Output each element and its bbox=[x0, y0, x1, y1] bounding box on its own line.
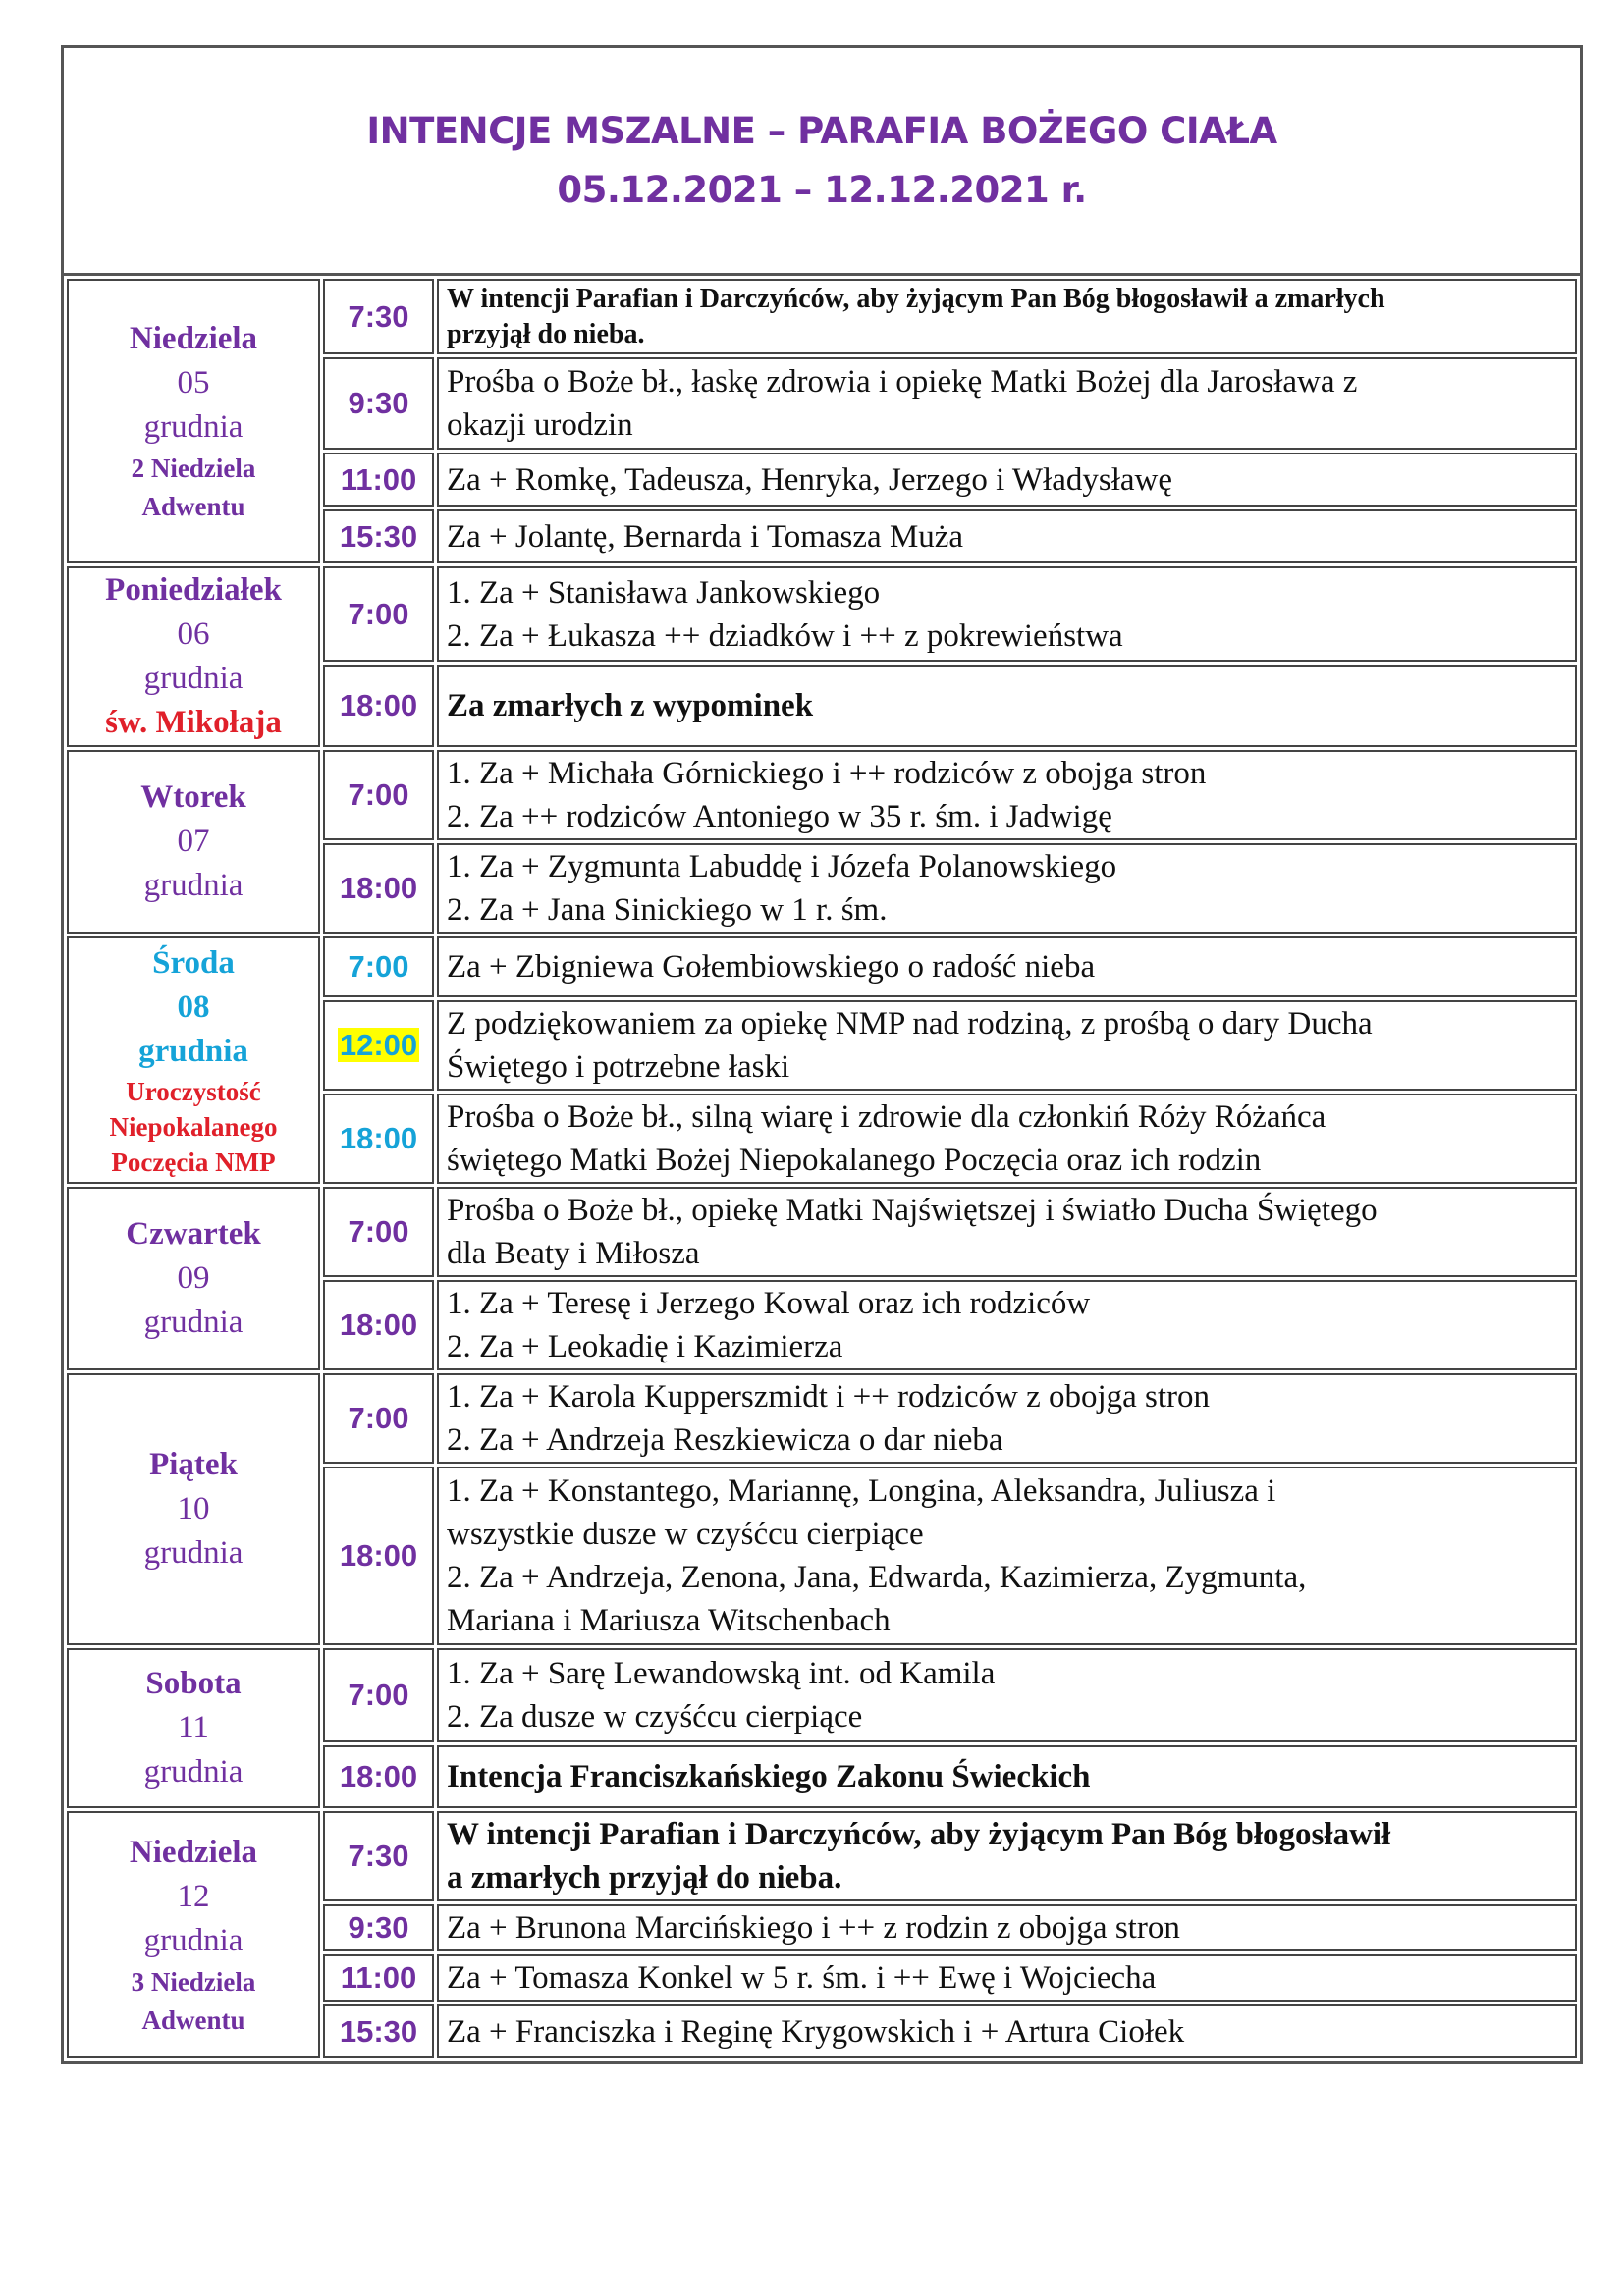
day-note: 2 Niedziela bbox=[131, 453, 256, 483]
day-month: grudnia bbox=[143, 868, 244, 903]
mass-time: 18:00 bbox=[323, 665, 434, 747]
table-row bbox=[67, 750, 1577, 840]
day-note: Poczęcia NMP bbox=[111, 1147, 276, 1177]
day-number: 08 bbox=[177, 988, 210, 1025]
day-name: Poniedziałek bbox=[105, 572, 282, 608]
mass-time: 18:00 bbox=[323, 1745, 434, 1808]
mass-intention: Za + Jolantę, Bernarda i Tomasza Muża bbox=[437, 509, 1577, 563]
mass-time: 7:00 bbox=[323, 750, 434, 840]
table-row bbox=[67, 1373, 1577, 1464]
mass-intention: Za zmarłych z wypominek bbox=[437, 665, 1577, 747]
mass-intention: 1. Za + Stanisława Jankowskiego 2. Za + Łukasza ++ dziadków i ++ z pokrewieństwa bbox=[437, 566, 1577, 662]
day-number: 12 bbox=[177, 1878, 210, 1914]
mass-intention: Za + Franciszka i Reginę Krygowskich i + Artura Ciołek bbox=[437, 2004, 1577, 2058]
mass-time: 7:30 bbox=[323, 1811, 434, 1901]
page-title: INTENCJE MSZALNE – PARAFIA BOŻEGO CIAŁA bbox=[366, 109, 1277, 152]
day-month: grudnia bbox=[143, 661, 244, 696]
day-number: 09 bbox=[177, 1260, 210, 1296]
intentions-sheet bbox=[61, 45, 1583, 2064]
mass-time: 9:30 bbox=[323, 1904, 434, 1951]
mass-time: 7:00 bbox=[323, 566, 434, 662]
table-row bbox=[67, 1811, 1577, 1901]
day-cell bbox=[67, 1648, 320, 1808]
day-name: Środa bbox=[152, 944, 235, 981]
day-cell bbox=[67, 279, 320, 563]
day-note: 3 Niedziela bbox=[131, 1966, 256, 1997]
day-note: Uroczystość bbox=[126, 1076, 261, 1106]
mass-intention: Prośba o Boże bł., opiekę Matki Najświętszej i światło Ducha Świętego dla Beaty i Miłosza bbox=[437, 1187, 1577, 1277]
day-month: grudnia bbox=[143, 1305, 244, 1340]
table-row bbox=[67, 1648, 1577, 1742]
mass-intention: 1. Za + Konstantego, Mariannę, Longina, Aleksandra, Juliusza i wszystkie dusze w czyśćcu cierpiące 2. Za + Andrzeja, Zenona, Jana, Edwarda, Kazimierza, Zygmunta, Mariana i Mariusza Witschenbach bbox=[437, 1467, 1577, 1645]
day-number: 05 bbox=[177, 364, 210, 400]
day-month: grudnia bbox=[143, 1754, 244, 1789]
mass-intention: 1. Za + Sarę Lewandowską int. od Kamila 2. Za dusze w czyśćcu cierpiące bbox=[437, 1648, 1577, 1742]
day-name: Sobota bbox=[145, 1666, 242, 1701]
day-number: 11 bbox=[178, 1710, 209, 1745]
date-range: 05.12.2021 – 12.12.2021 r. bbox=[557, 168, 1087, 211]
mass-time: 15:30 bbox=[323, 509, 434, 563]
mass-time: 18:00 bbox=[323, 843, 434, 934]
table-row bbox=[67, 279, 1577, 354]
mass-time: 18:00 bbox=[323, 1094, 434, 1184]
table-row bbox=[67, 1187, 1577, 1277]
mass-intention: Z podziękowaniem za opiekę NMP nad rodziną, z prośbą o dary Ducha Świętego i potrzebne łaski bbox=[437, 1000, 1577, 1091]
day-note: Niepokalanego bbox=[109, 1111, 278, 1142]
title-box bbox=[64, 48, 1580, 276]
mass-time: 18:00 bbox=[323, 1280, 434, 1370]
mass-intention: Za + Romkę, Tadeusza, Henryka, Jerzego i Władysławę bbox=[437, 453, 1577, 507]
mass-intention: W intencji Parafian i Darczyńców, aby żyjącym Pan Bóg błogosławił a zmarłych przyjął do nieba. bbox=[437, 1811, 1577, 1901]
mass-intention: 1. Za + Karola Kupperszmidt i ++ rodziców z obojga stron 2. Za + Andrzeja Reszkiewicza o dar nieba bbox=[437, 1373, 1577, 1464]
mass-time: 7:00 bbox=[323, 1187, 434, 1277]
mass-intention: Za + Zbigniewa Gołembiowskiego o radość nieba bbox=[437, 936, 1577, 997]
day-cell bbox=[67, 566, 320, 747]
mass-schedule-table bbox=[64, 276, 1580, 2061]
day-cell bbox=[67, 1373, 320, 1645]
day-name: Niedziela bbox=[129, 1834, 258, 1870]
mass-time: 7:30 bbox=[323, 279, 434, 354]
mass-intention: 1. Za + Teresę i Jerzego Kowal oraz ich rodziców 2. Za + Leokadię i Kazimierza bbox=[437, 1280, 1577, 1370]
mass-time: 7:00 bbox=[323, 1373, 434, 1464]
mass-intention: 1. Za + Michała Górnickiego i ++ rodziców z obojga stron 2. Za ++ rodziców Antoniego w 35 r. śm. i Jadwigę bbox=[437, 750, 1577, 840]
mass-time: 11:00 bbox=[323, 453, 434, 507]
mass-time bbox=[323, 1000, 434, 1091]
mass-intention: Za + Tomasza Konkel w 5 r. śm. i ++ Ewę i Wojciecha bbox=[437, 1954, 1577, 2002]
mass-time: 9:30 bbox=[323, 357, 434, 450]
day-note: św. Mikołaja bbox=[105, 705, 282, 740]
day-note: Adwentu bbox=[141, 491, 245, 521]
mass-time: 7:00 bbox=[323, 936, 434, 997]
day-name: Czwartek bbox=[126, 1216, 261, 1252]
day-number: 10 bbox=[177, 1491, 210, 1526]
day-cell bbox=[67, 1187, 320, 1370]
day-month: grudnia bbox=[143, 1535, 244, 1571]
day-note: Adwentu bbox=[141, 2004, 245, 2035]
table-row bbox=[67, 566, 1577, 662]
mass-intention: Prośba o Boże bł., łaskę zdrowia i opiekę Matki Bożej dla Jarosława z okazji urodzin bbox=[437, 357, 1577, 450]
day-name: Wtorek bbox=[140, 779, 246, 815]
mass-intention: Za + Brunona Marcińskiego i ++ z rodzin z obojga stron bbox=[437, 1904, 1577, 1951]
day-month: grudnia bbox=[143, 1922, 244, 1958]
table-row bbox=[67, 936, 1577, 997]
mass-time: 11:00 bbox=[323, 1954, 434, 2002]
mass-time: 15:30 bbox=[323, 2004, 434, 2058]
day-month: grudnia bbox=[143, 408, 244, 445]
day-name: Niedziela bbox=[129, 320, 258, 356]
mass-intention: Intencja Franciszkańskiego Zakonu Świeckich bbox=[437, 1745, 1577, 1808]
day-month: grudnia bbox=[138, 1033, 248, 1069]
mass-time: 18:00 bbox=[323, 1467, 434, 1645]
mass-intention: W intencji Parafian i Darczyńców, aby żyjącym Pan Bóg błogosławił a zmarłych przyjął do nieba. bbox=[437, 279, 1577, 354]
highlighted-time: 12:00 bbox=[339, 1028, 418, 1062]
day-cell bbox=[67, 936, 320, 1184]
day-number: 07 bbox=[177, 824, 210, 859]
mass-time: 7:00 bbox=[323, 1648, 434, 1742]
mass-intention: 1. Za + Zygmunta Labuddę i Józefa Polanowskiego 2. Za + Jana Sinickiego w 1 r. śm. bbox=[437, 843, 1577, 934]
day-cell bbox=[67, 1811, 320, 2058]
day-name: Piątek bbox=[149, 1447, 238, 1482]
mass-intention: Prośba o Boże bł., silną wiarę i zdrowie dla członkiń Róży Różańca świętego Matki Bożej Niepokalanego Poczęcia oraz ich rodzin bbox=[437, 1094, 1577, 1184]
day-number: 06 bbox=[177, 616, 210, 652]
day-cell bbox=[67, 750, 320, 934]
